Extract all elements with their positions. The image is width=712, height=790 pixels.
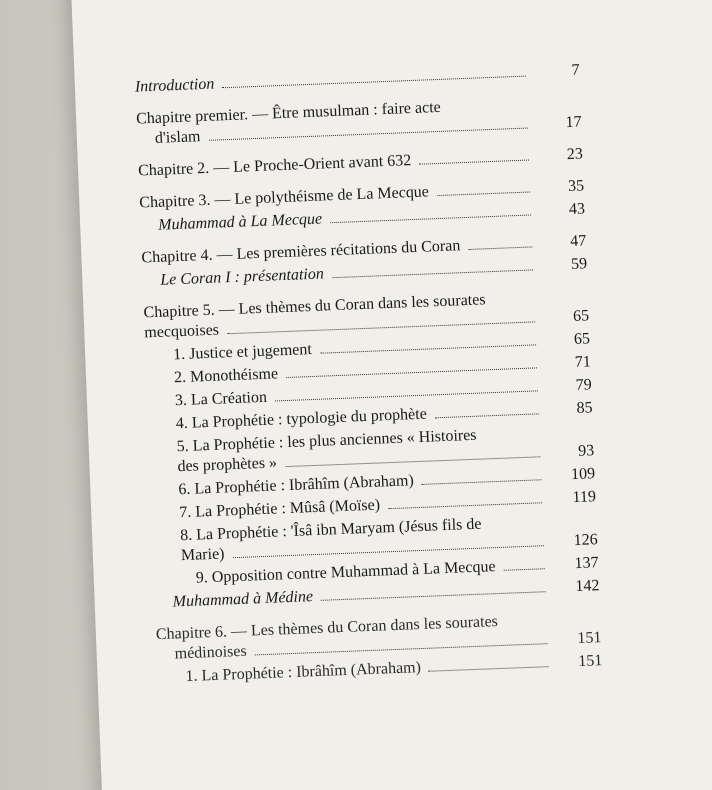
toc-page: 79 — [575, 376, 593, 394]
dot-leader — [422, 479, 541, 485]
dot-leader — [330, 214, 531, 223]
toc-page: 151 — [577, 629, 602, 648]
dot-leader — [286, 367, 537, 378]
toc-title: Muhammad à La Mecque — [157, 210, 323, 234]
toc-title: 6. La Prophétie : Ibrâhîm (Abraham) — [178, 472, 415, 499]
toc-page: 71 — [574, 353, 592, 371]
dot-leader — [275, 390, 538, 401]
toc-title: Introduction — [134, 75, 215, 96]
toc-page: 23 — [566, 145, 584, 164]
toc-page: 17 — [565, 113, 582, 132]
toc-title: 4. La Prophétie : typologie du prophète — [175, 405, 428, 433]
dot-leader — [435, 413, 539, 418]
toc-subentry-5-line1: 5. La Prophétie : les plus anciennes « Histoires — [176, 426, 477, 456]
toc-title: médinoises — [174, 642, 247, 663]
toc-page: 109 — [570, 465, 596, 484]
toc-entry-chapter-5-line1: Chapitre 5. — Les thèmes du Coran dans les sourates — [143, 291, 486, 322]
toc-page: 59 — [570, 255, 588, 273]
toc-title: 9. Opposition contre Muhammad à La Mecque — [195, 558, 496, 587]
toc-page: 85 — [576, 399, 593, 417]
book-page — [70, 0, 712, 790]
dot-leader — [437, 192, 530, 197]
toc-page: 35 — [567, 177, 585, 196]
toc-title: des prophètes » — [177, 454, 278, 476]
toc-title: Le Coran I : présentation — [160, 265, 325, 289]
toc-page: 65 — [572, 307, 590, 325]
toc-subentry-8-line1: 8. La Prophétie : 'Îsâ ibn Maryam (Jésus fils de — [179, 515, 482, 545]
dot-leader — [321, 591, 545, 601]
toc-title: Chapitre 4. — Les premières récitations du Coran — [141, 237, 461, 267]
toc-title: Chapitre 2. — Le Proche-Orient avant 632 — [137, 152, 412, 180]
toc-title: d'islam — [154, 128, 201, 147]
toc-title: mecquoises — [144, 321, 220, 342]
toc-title: 1. Justice et jugement — [172, 341, 313, 364]
dot-leader — [285, 456, 540, 467]
toc-page: 137 — [574, 554, 599, 573]
toc-page: 47 — [569, 232, 587, 251]
dot-leader — [332, 269, 533, 278]
dot-leader — [320, 344, 536, 353]
toc-title: 7. La Prophétie : Mûsâ (Moïse) — [178, 496, 381, 522]
toc-page: 119 — [572, 488, 597, 507]
toc-entry-chapter-6-line1: Chapitre 6. — Les thèmes du Coran dans les sourates — [155, 613, 499, 644]
toc-page: 151 — [577, 652, 603, 670]
dot-leader — [419, 160, 529, 165]
toc-title: Marie) — [180, 545, 225, 565]
dot-leader — [429, 666, 548, 672]
table-of-contents — [135, 61, 603, 692]
toc-title: Muhammad à Médine — [172, 588, 314, 611]
dot-leader — [504, 568, 545, 571]
toc-title: Chapitre 3. — Le polythéisme de La Mecque — [139, 183, 430, 212]
toc-page: 65 — [573, 330, 591, 348]
dot-leader — [255, 643, 548, 655]
toc-title: 1. La Prophétie : Ibrâhîm (Abraham) — [185, 659, 422, 686]
toc-page: 43 — [568, 200, 586, 219]
toc-page: 93 — [577, 442, 595, 460]
toc-page: 126 — [573, 531, 598, 550]
toc-page: 142 — [575, 577, 600, 596]
toc-title: 2. Monothéisme — [173, 365, 279, 387]
dot-leader — [468, 246, 532, 249]
toc-title: 3. La Création — [174, 388, 268, 410]
toc-page: 7 — [571, 61, 580, 79]
toc-entry-chapter-1-line1: Chapitre premier. — Être musulman : faire acte — [135, 98, 442, 128]
dot-leader — [388, 502, 542, 509]
